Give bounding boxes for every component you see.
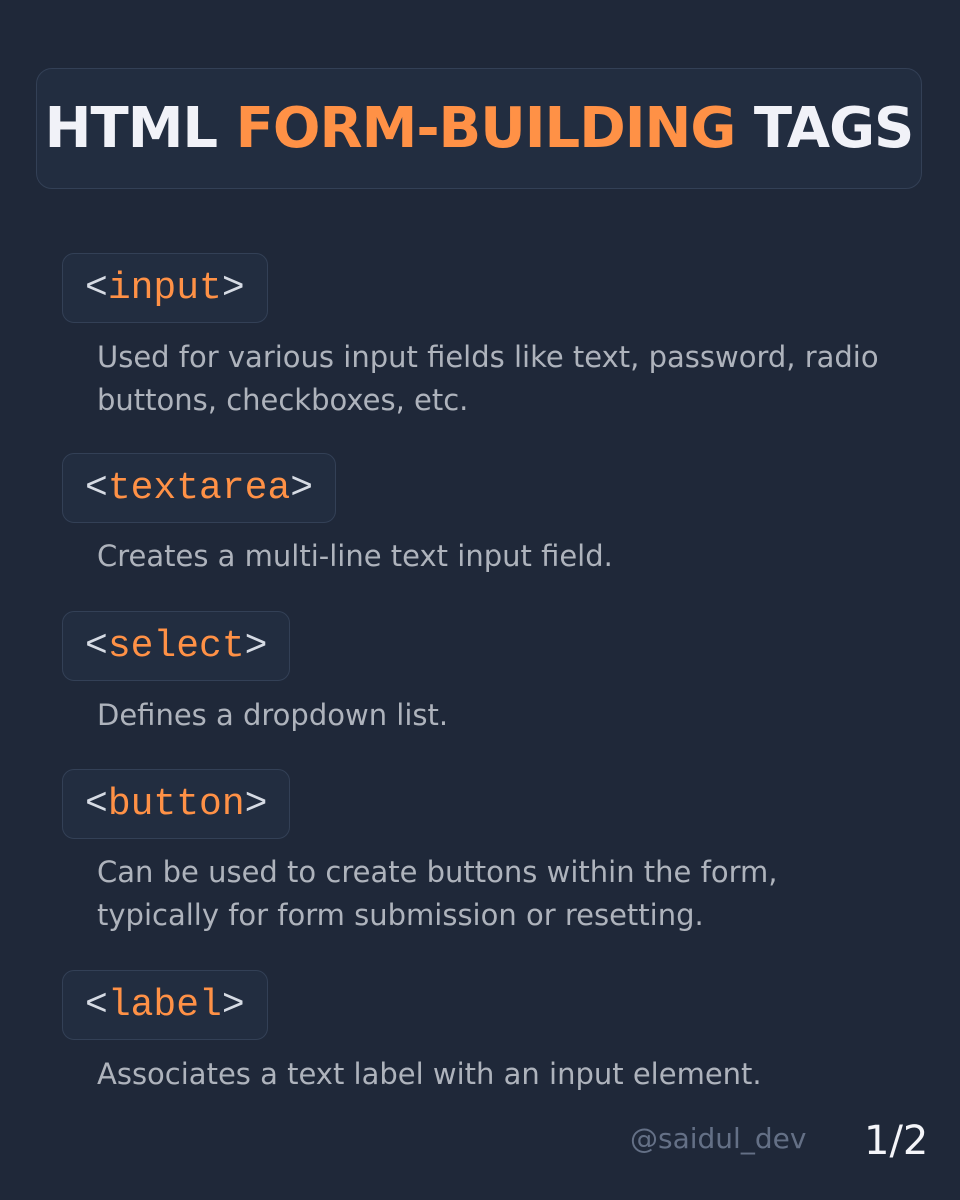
tag-input-box bbox=[62, 253, 268, 323]
tag-description: Defines a dropdown list. bbox=[97, 698, 449, 732]
close-bracket: > bbox=[244, 782, 268, 826]
open-bracket: < bbox=[85, 782, 108, 826]
tag-description: Associates a text label with an input element. bbox=[97, 1057, 762, 1091]
close-bracket: > bbox=[290, 466, 314, 510]
tag-textarea-box bbox=[62, 453, 336, 523]
tag-description: Used for various input fields like text, password, radio buttons, checkboxes, etc. bbox=[97, 340, 879, 417]
page-title bbox=[45, 96, 914, 161]
open-bracket: < bbox=[85, 983, 108, 1027]
page-indicator: 1/2 bbox=[864, 1118, 929, 1164]
close-bracket: > bbox=[221, 266, 245, 310]
tag-name: button bbox=[107, 782, 245, 826]
open-bracket: < bbox=[85, 466, 108, 510]
title-accent: FORM-BUILDING bbox=[235, 96, 736, 161]
tag-name: label bbox=[107, 983, 222, 1027]
tag-description: Creates a multi-line text input field. bbox=[97, 539, 613, 573]
author-handle: @saidul_dev bbox=[630, 1122, 807, 1155]
tag-name: select bbox=[107, 624, 245, 668]
close-bracket: > bbox=[244, 624, 268, 668]
title-card bbox=[36, 68, 922, 189]
title-part-html: HTML bbox=[44, 96, 236, 161]
tag-button-box bbox=[62, 769, 290, 839]
open-bracket: < bbox=[85, 624, 108, 668]
close-bracket: > bbox=[221, 983, 245, 1027]
tag-label-box bbox=[62, 970, 268, 1040]
tag-description: Can be used to create buttons within the form, typically for form submission or resetting. bbox=[97, 855, 778, 932]
tag-name: textarea bbox=[107, 466, 291, 510]
open-bracket: < bbox=[85, 266, 108, 310]
tag-select-box bbox=[62, 611, 290, 681]
tag-name: input bbox=[107, 266, 222, 310]
title-part-tags: TAGS bbox=[735, 96, 914, 161]
